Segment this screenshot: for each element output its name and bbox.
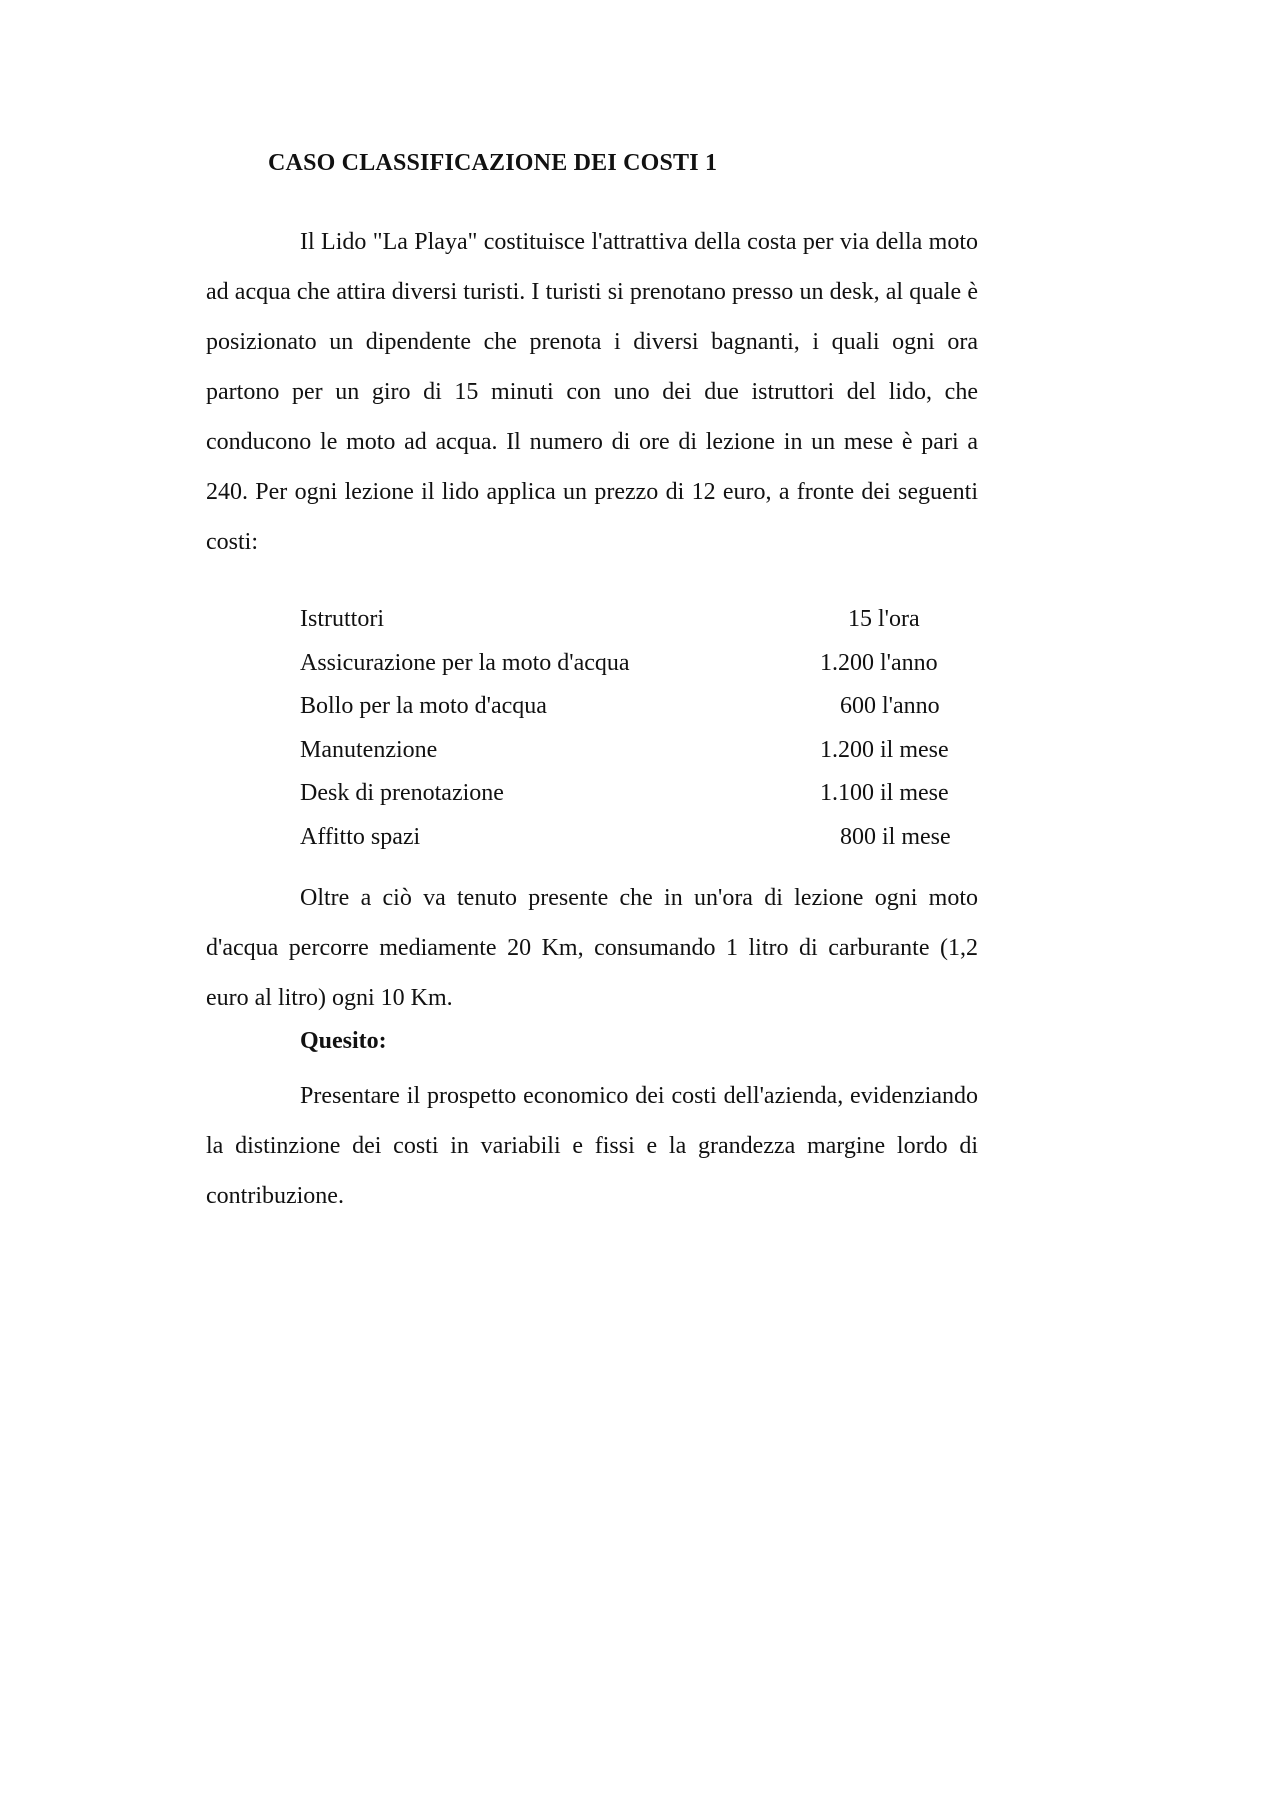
cost-value: 15 l'ora xyxy=(848,606,920,632)
question-heading: Quesito: xyxy=(300,1028,387,1054)
cost-label: Affitto spazi xyxy=(300,823,421,850)
cost-value: 600 l'anno xyxy=(840,693,940,720)
cost-value: 800 il mese xyxy=(840,823,951,850)
cost-label: Istruttori xyxy=(300,606,384,632)
cost-row xyxy=(300,729,980,773)
question-paragraph: Presentare il prospetto economico dei costi dell'azienda, evidenziando la distinzione dei costi in variabili e fissi e la grandezza margine lordo di contribuzione. xyxy=(206,1083,978,1209)
cost-label: Desk di prenotazione xyxy=(300,780,504,807)
cost-value: 1.200 l'anno xyxy=(820,649,938,676)
document-title: CASO CLASSIFICAZIONE DEI COSTI 1 xyxy=(268,150,718,176)
intro-paragraph: Il Lido "La Playa" costituisce l'attrattiva della costa per via della moto ad acqua che attira diversi turisti. I turisti si prenotano presso un desk, al quale è posizionato un dipendente che prenota i diversi bagnanti, i quali ogni ora partono per un giro di 15 minuti con uno dei due istruttori del lido, che conducono le moto ad acqua. Il numero di ore di lezione in un mese è pari a 240. Per ogni lezione il lido applica un prezzo di 12 euro, a fronte dei seguenti costi: xyxy=(206,229,978,555)
cost-label: Bollo per la moto d'acqua xyxy=(300,693,547,720)
cost-row xyxy=(300,598,980,642)
cost-value: 1.200 il mese xyxy=(820,736,949,763)
cost-row xyxy=(300,816,980,860)
cost-label: Manutenzione xyxy=(300,736,438,763)
cost-list xyxy=(300,598,980,860)
cost-value: 1.100 il mese xyxy=(820,780,949,807)
cost-row xyxy=(300,772,980,816)
cost-row xyxy=(300,685,980,729)
fuel-paragraph: Oltre a ciò va tenuto presente che in un'ora di lezione ogni moto d'acqua percorre mediamente 20 Km, consumando 1 litro di carburante (1,2 euro al litro) ogni 10 Km. xyxy=(206,885,978,1011)
cost-label: Assicurazione per la moto d'acqua xyxy=(300,649,630,676)
cost-row xyxy=(300,642,980,686)
